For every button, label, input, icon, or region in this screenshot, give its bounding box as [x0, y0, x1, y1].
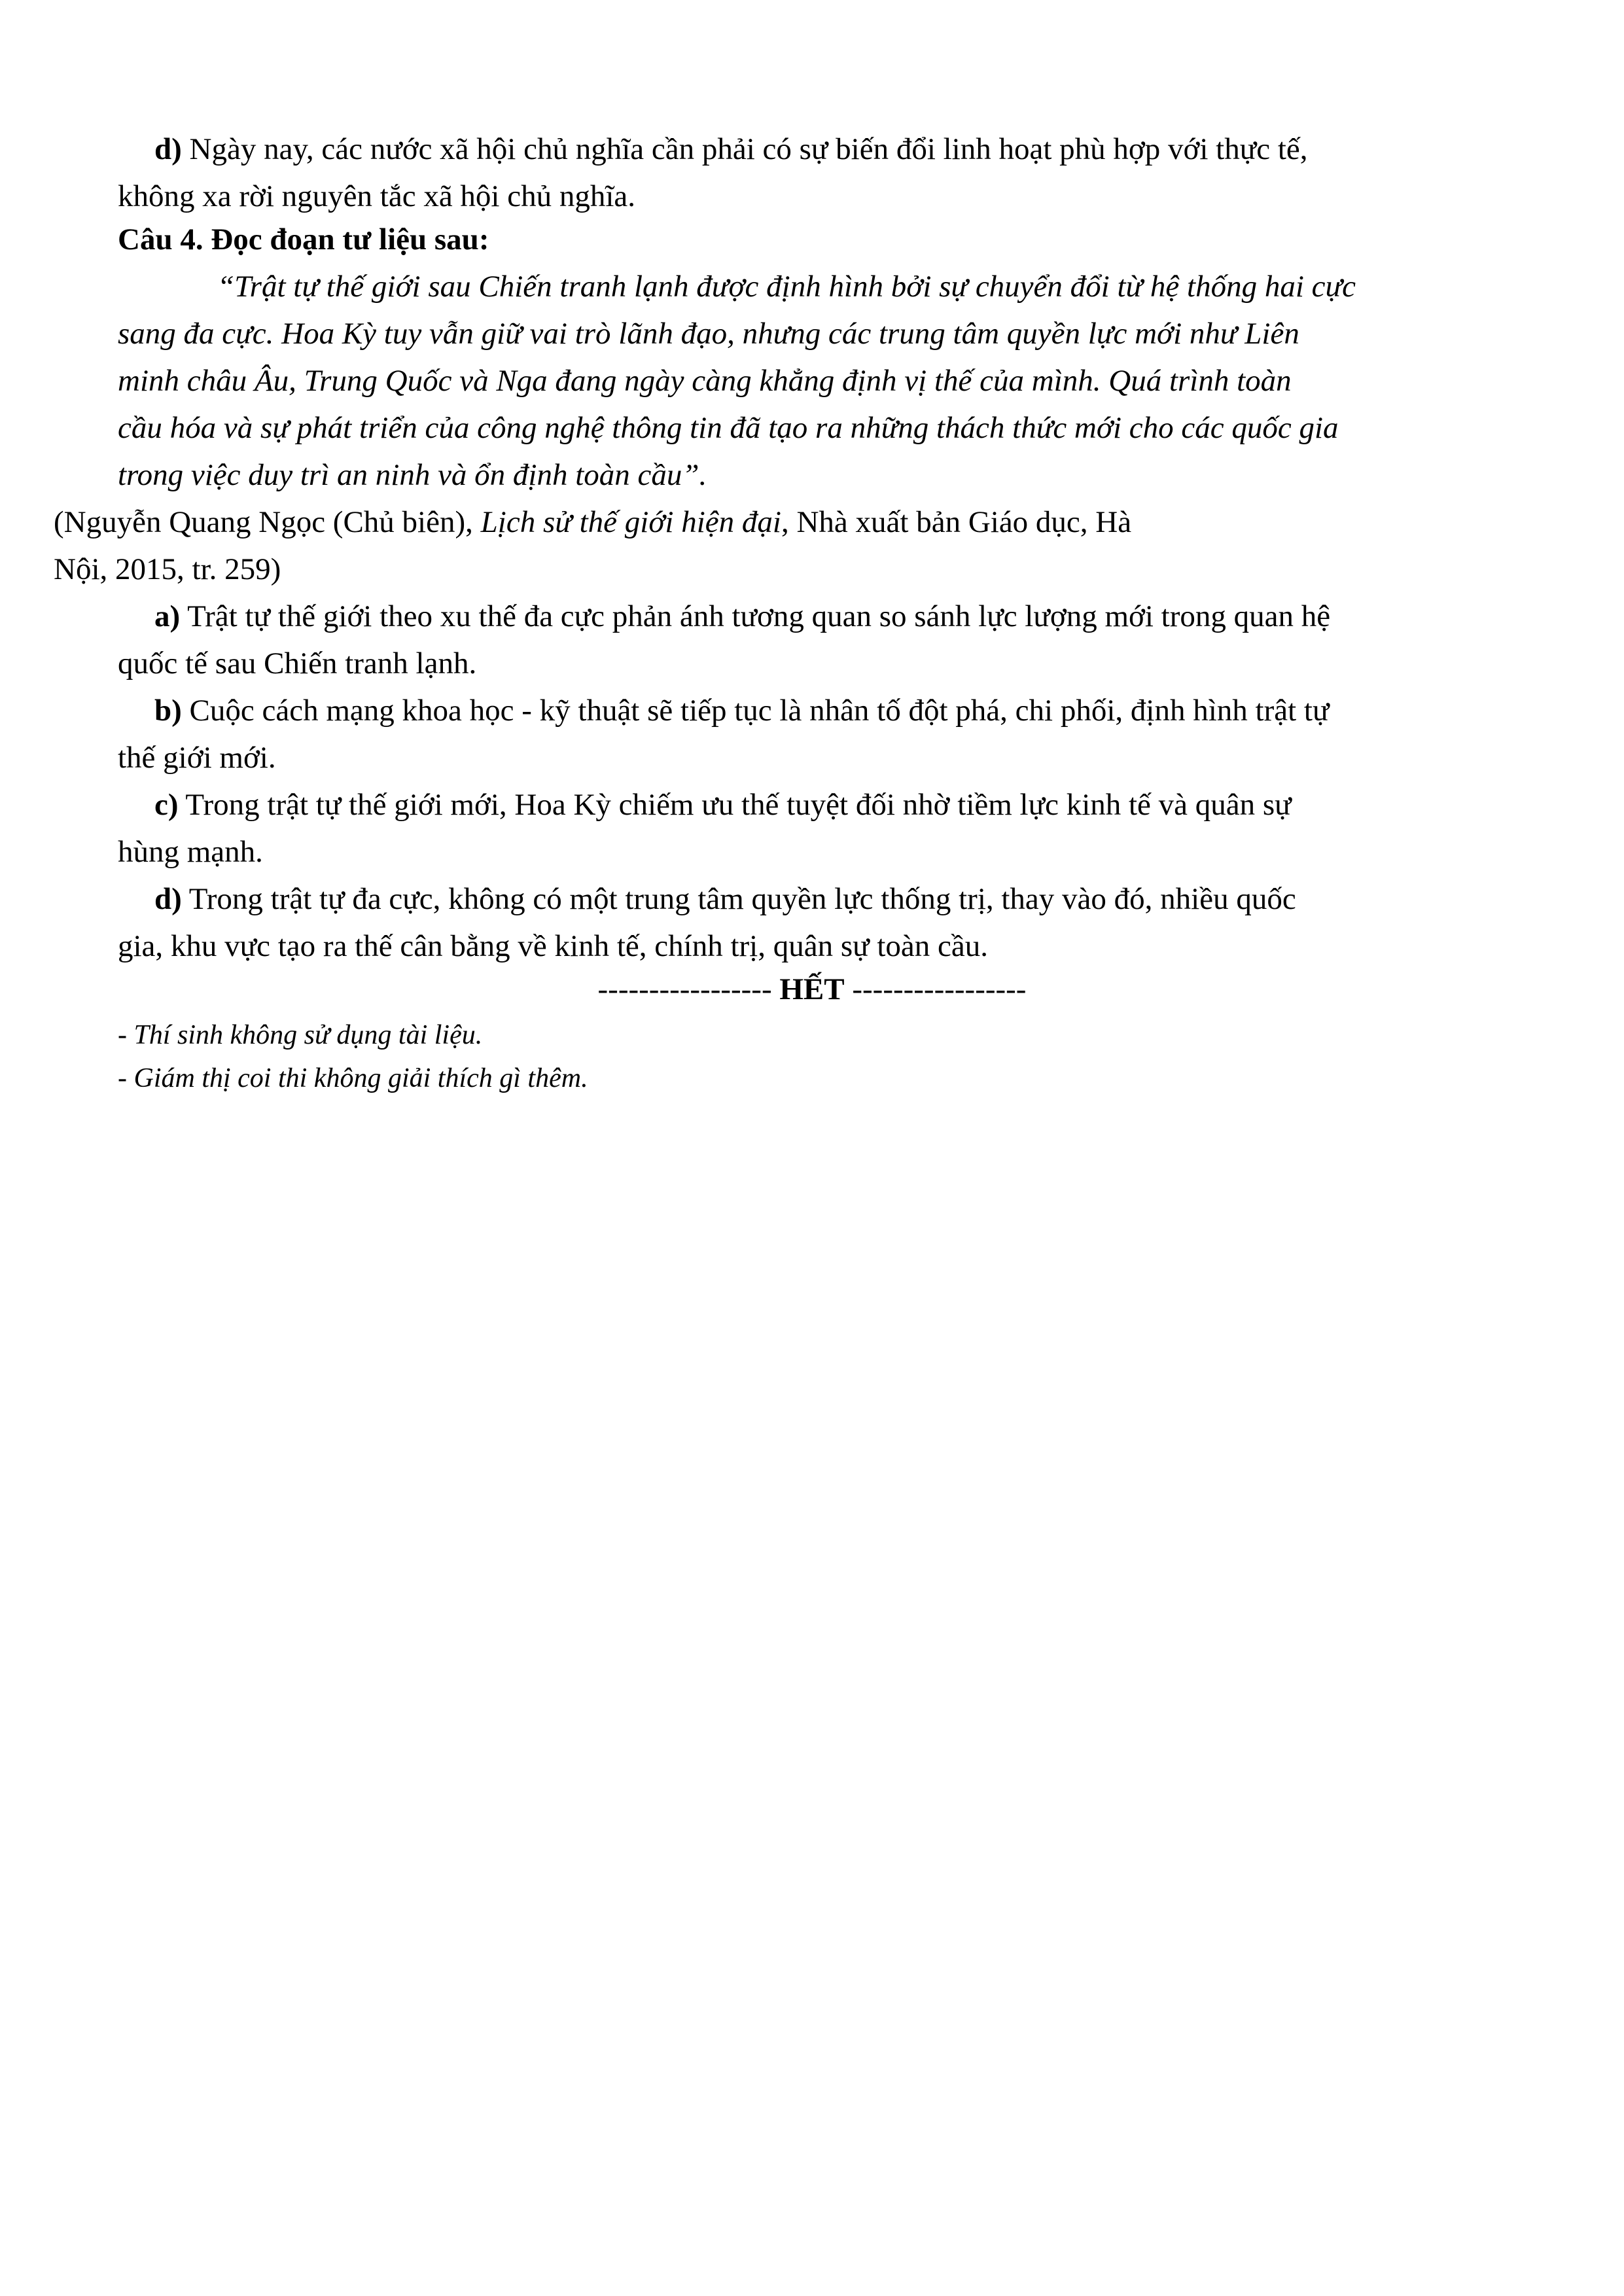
quote-line-2: sang đa cực. Hoa Kỳ tuy vẫn giữ vai trò lãnh đạo, nhưng các trung tâm quyền lực mới như Liên [118, 317, 1299, 351]
option-text: Trong trật tự đa cực, không có một trung tâm quyền lực thống trị, thay vào đó, nhiều quốc [188, 882, 1296, 916]
note-no-documents: - Thí sinh không sử dụng tài liệu. [118, 1020, 483, 1050]
option-label: c) [154, 788, 179, 822]
option-label: b) [154, 694, 182, 728]
question-4-heading: Câu 4. Đọc đoạn tư liệu sau: [118, 222, 489, 256]
q3-option-d-line-2: không xa rời nguyên tắc xã hội chủ nghĩa. [118, 179, 636, 213]
q4-option-d-line-2: gia, khu vực tạo ra thế cân bằng về kinh tế, chính trị, quân sự toàn cầu. [118, 929, 988, 963]
q4-option-a-line-1 [154, 598, 1330, 635]
q3-option-d-line-1 [154, 131, 1307, 168]
option-label: d) [154, 882, 182, 916]
option-label: a) [154, 599, 181, 633]
option-text: Trật tự thế giới theo xu thế đa cực phản ánh tương quan so sánh lực lượng mới trong quan hệ [187, 599, 1331, 633]
end-marker [0, 971, 1624, 1008]
q4-option-b-line-2: thế giới mới. [118, 741, 276, 775]
option-text: Cuộc cách mạng khoa học - kỹ thuật sẽ tiếp tục là nhân tố đột phá, chi phối, định hình trật tự [189, 694, 1330, 728]
q4-option-b-line-1 [154, 692, 1329, 729]
citation-prefix: (Nguyễn Quang Ngọc (Chủ biên), [54, 505, 481, 539]
quote-line-4: cầu hóa và sự phát triển của công nghệ thông tin đã tạo ra những thách thức mới cho các quốc gia [118, 411, 1339, 445]
citation-book-title: Lịch sử thế giới hiện đại [480, 505, 781, 539]
quote-line-1: “Trật tự thế giới sau Chiến tranh lạnh được định hình bởi sự chuyển đổi từ hệ thống hai cực [217, 270, 1356, 304]
end-dashes-right: ----------------- [852, 972, 1027, 1006]
note-no-explanation: - Giám thị coi thi không giải thích gì thêm. [118, 1063, 588, 1093]
q4-option-d-line-1 [154, 881, 1296, 917]
option-text: Trong trật tự thế giới mới, Hoa Kỳ chiếm ưu thế tuyệt đối nhờ tiềm lực kinh tế và quân sự [185, 788, 1292, 822]
q4-option-a-line-2: quốc tế sau Chiến tranh lạnh. [118, 646, 477, 680]
option-label: d) [154, 132, 182, 166]
citation-suffix: , Nhà xuất bản Giáo dục, Hà [781, 505, 1132, 539]
q4-option-c-line-2: hùng mạnh. [118, 835, 263, 869]
quote-line-3: minh châu Âu, Trung Quốc và Nga đang ngày càng khẳng định vị thế của mình. Quá trình toàn [118, 364, 1292, 398]
citation-line-2: Nội, 2015, tr. 259) [54, 552, 281, 586]
quote-line-5: trong việc duy trì an ninh và ổn định toàn cầu”. [118, 458, 707, 492]
citation-line-1 [54, 504, 1131, 540]
end-dashes-left: ----------------- [597, 972, 772, 1006]
q4-option-c-line-1 [154, 786, 1292, 823]
end-text: HẾT [779, 972, 845, 1006]
option-text: Ngày nay, các nước xã hội chủ nghĩa cần phải có sự biến đổi linh hoạt phù hợp với thực tế, [189, 132, 1308, 166]
